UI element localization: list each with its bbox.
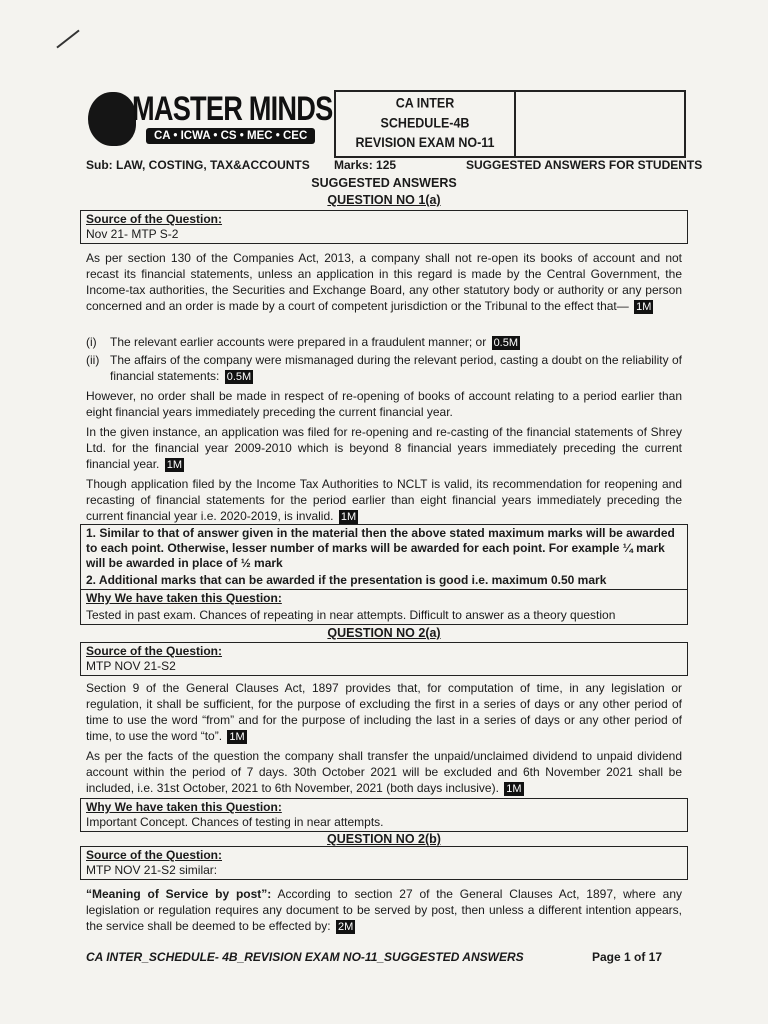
q2a-source-value: MTP NOV 21-S2 — [86, 659, 176, 673]
mark-badge: 0.5M — [226, 371, 252, 383]
q2a-paragraph-2 — [86, 748, 682, 796]
q2b-source-value: MTP NOV 21-S2 similar: — [86, 863, 218, 877]
marks-text: Marks: 125 — [334, 158, 397, 172]
exam-titles — [336, 93, 514, 152]
suggested-answers-heading: SUGGESTED ANSWERS — [311, 176, 457, 190]
marking-note-2: 2. Additional marks that can be awarded if the presentation is good i.e. maximum 0.50 mark — [86, 573, 607, 587]
footer-title: CA INTER_SCHEDULE- 4B_REVISION EXAM NO-11_SUGGESTED ANSWERS — [86, 950, 524, 964]
q1-source-value: Nov 21- MTP S-2 — [86, 227, 179, 241]
suggested-for-students: SUGGESTED ANSWERS FOR STUDENTS — [466, 158, 703, 172]
q1-paragraph-2: However, no order shall be made in respect of re-opening of books of account relating to a period earlier than eight financial years immediately preceding the current financial year. — [86, 389, 682, 419]
q1-item-i-num: (i) — [86, 335, 97, 349]
q2a-p2-text: As per the facts of the question the company shall transfer the unpaid/unclaimed dividend to unpaid dividend account within the period of 7 days. 30th October 2021 will be excluded and 6th November 2021 shall be included, i.e. 31st October, 2021 to 6th November, 2021 (both days inclusive). — [86, 749, 682, 795]
subject-line — [86, 158, 703, 174]
q1-paragraph-3 — [86, 424, 682, 472]
q1-p3-text: In the given instance, an application was filed for re-opening and re-casting of the financial statements of Shrey Ltd. for the financial year 2009-2010 which is beyond 8 financial years immediately preceding the current financial year. — [86, 425, 682, 471]
q2b-p1-bold: “Meaning of Service by post”: — [86, 887, 272, 901]
q1-item-i-text: The relevant earlier accounts were prepared in a fraudulent manner; or — [110, 335, 487, 349]
q1-item-ii-text: The affairs of the company were mismanaged during the relevant period, casting a doubt on the reliability of financial statements: — [110, 353, 682, 383]
q2b-p1-text: According to section 27 of the General Clauses Act, 1897, where any legislation or regulation requires any document to be served by post, then unless a different intention appears, the service shall be deemed to be effected by: — [86, 887, 682, 933]
q2b-heading: QUESTION NO 2(b) — [327, 832, 441, 846]
pen-mark — [56, 30, 79, 49]
q1-paragraph-4 — [86, 476, 682, 524]
exam-title-1: CA INTER — [395, 95, 455, 111]
logo-head-icon — [88, 92, 136, 146]
q1-paragraph-1 — [86, 250, 682, 314]
mark-badge: 1M — [166, 459, 183, 471]
q2a-why-text: Important Concept. Chances of testing in near attempts. — [86, 815, 384, 829]
exam-title-box — [334, 90, 686, 158]
logo-subtitle: CA • ICWA • CS • MEC • CEC — [146, 128, 315, 144]
q2b-source-box — [80, 846, 688, 880]
q1-source-box — [80, 210, 688, 244]
q2a-source-box — [80, 642, 688, 676]
subject-text: Sub: LAW, COSTING, TAX&ACCOUNTS — [86, 158, 310, 172]
mark-badge: 1M — [340, 511, 357, 523]
q1-p1-text: As per section 130 of the Companies Act, 2013, a company shall not re-open its books of account and not recast its financial statements, unless an application in this regard is made by the Central Government, the Income-tax authorities, the Securities and Exchange Board, any other statutory body or authority or any person concerned and an order is made by a court of competent jurisdiction or the Tribunal to the effect that— — [86, 251, 682, 313]
master-minds-logo — [88, 90, 333, 150]
page-footer — [86, 950, 666, 966]
q2a-p1-text: Section 9 of the General Clauses Act, 1897 provides that, for computation of time, in any legislation or regulation, it shall be sufficient, for the purpose of excluding the first in a series of days or any other period of time to use the word “from” and for the purpose of including the last in a series of days or any other period of time, to use the word “to”. — [86, 681, 682, 743]
q2a-heading: QUESTION NO 2(a) — [327, 626, 441, 640]
q2b-paragraph-1 — [86, 886, 682, 934]
q1a-heading: QUESTION NO 1(a) — [327, 193, 441, 207]
page-number: Page 1 of 17 — [592, 950, 663, 964]
mark-badge: 1M — [229, 731, 245, 743]
q2a-source-label: Source of the Question: — [86, 644, 223, 658]
logo-text: MASTER MINDS — [132, 90, 333, 128]
q1-item-ii-num: (ii) — [86, 353, 100, 367]
q1-why-text: Tested in past exam. Chances of repeating in near attempts. Difficult to answer as a theory question — [86, 608, 616, 622]
q1-source-label: Source of the Question: — [86, 212, 223, 226]
mark-badge: 1M — [636, 301, 652, 313]
mark-badge: 2M — [337, 921, 354, 933]
marking-note-1: 1. Similar to that of answer given in the material then the above stated maximum marks will be awarded to each point. Otherwise, lesser number of marks will be awarded for each point. For example ¼ mark will be awarded in place of ½ mark — [86, 526, 675, 570]
q2a-paragraph-1 — [86, 680, 682, 744]
mark-badge: 0.5M — [493, 337, 519, 349]
title-box-divider — [514, 92, 516, 156]
q1-why-label: Why We have taken this Question: — [81, 589, 687, 607]
marking-notes-box — [80, 524, 688, 625]
exam-title-3: REVISION EXAM NO-11 — [355, 135, 495, 151]
q2a-why-box — [80, 798, 688, 832]
q2b-source-label: Source of the Question: — [86, 848, 223, 862]
mark-badge: 1M — [506, 783, 522, 795]
exam-title-2: SCHEDULE-4B — [380, 115, 470, 131]
q2a-why-label: Why We have taken this Question: — [86, 800, 282, 814]
q1-p4-text: Though application filed by the Income Tax Authorities to NCLT is valid, its recommendation for reopening and recasting of financial statements for the period earlier than eight financial years immediately preceding the current financial year i.e. 2020-2019, is invalid. — [86, 477, 682, 523]
